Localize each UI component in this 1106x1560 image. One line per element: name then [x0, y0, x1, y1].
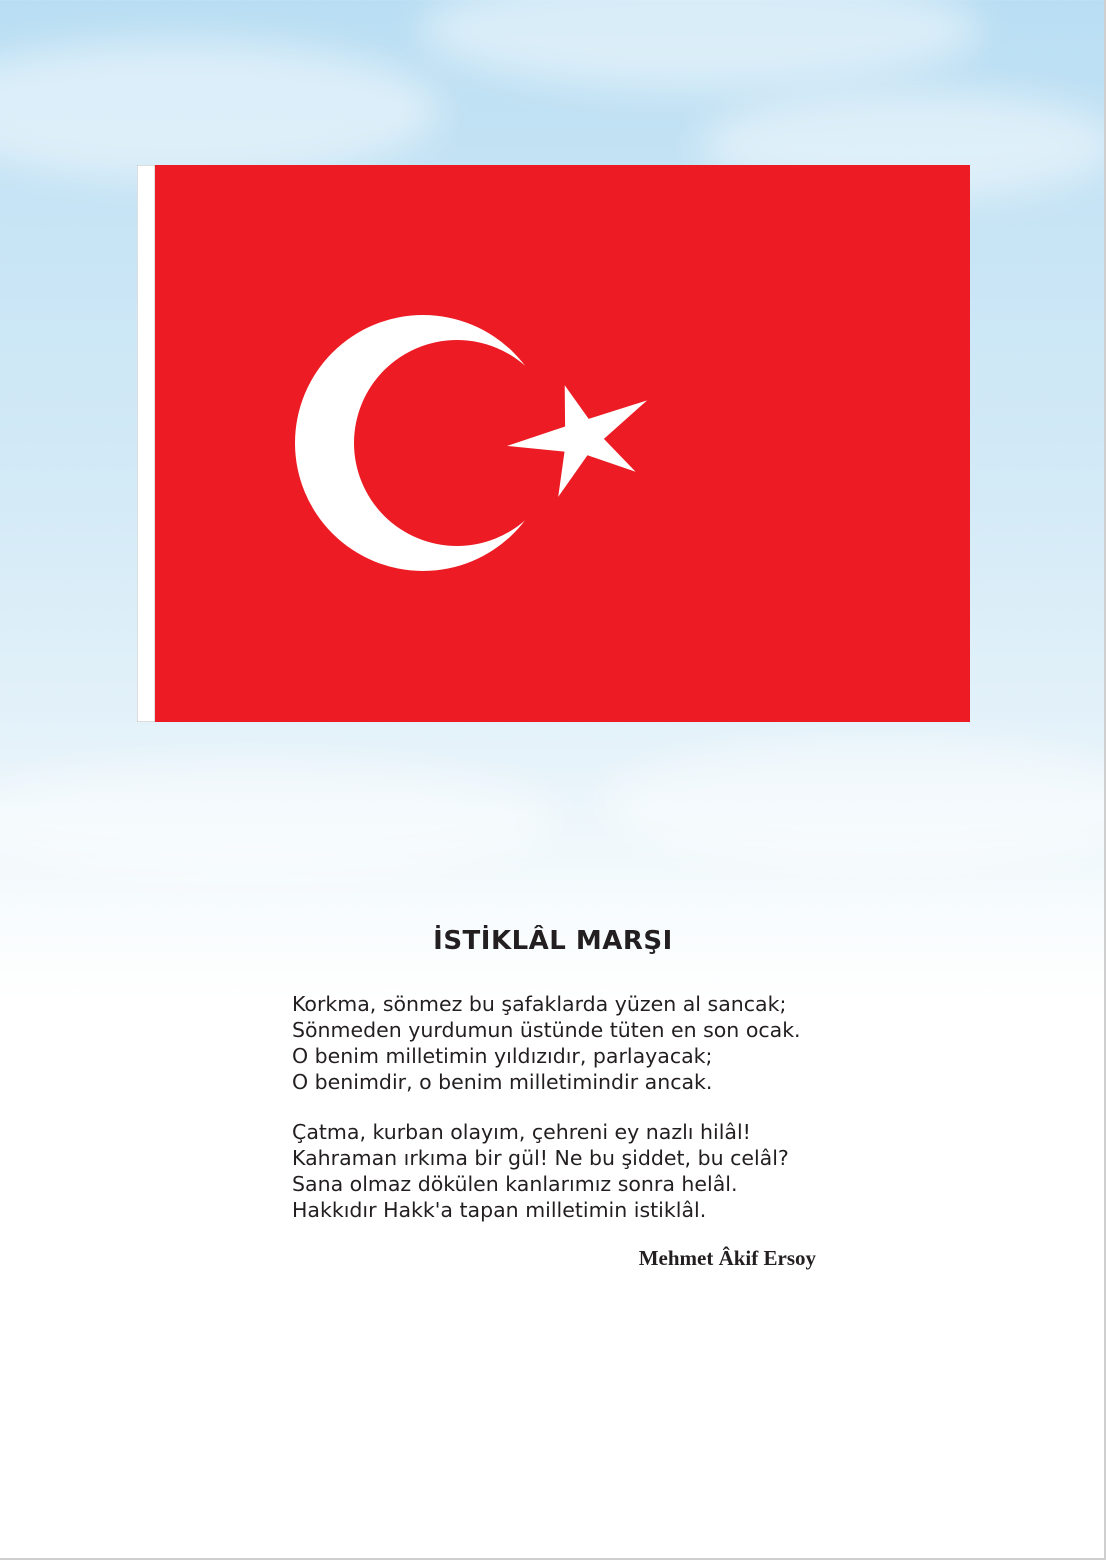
poem-title: İSTİKLÂL MARŞI [433, 926, 673, 956]
poem-line: Sönmeden yurdumun üstünde tüten en son ocak. [292, 1018, 801, 1042]
poem-line: Korkma, sönmez bu şafaklarda yüzen al sancak; [292, 992, 787, 1016]
poem-line: O benim milletimin yıldızıdır, parlayacak; [292, 1044, 713, 1068]
poem-line: Çatma, kurban olayım, çehreni ey nazlı hilâl! [292, 1120, 751, 1144]
poem-stanza-2 [292, 1119, 789, 1223]
poem-line: Sana olmaz dökülen kanlarımız sonra helâl. [292, 1172, 738, 1196]
sky-cloud [420, 0, 980, 90]
sky-cloud [0, 40, 440, 180]
poem-line: O benimdir, o benim milletimindir ancak. [292, 1070, 713, 1094]
sky-cloud [600, 740, 1106, 870]
sky-cloud [0, 760, 560, 880]
poem-line: Hakkıdır Hakk'a tapan milletimin istiklâl. [292, 1198, 707, 1222]
poem-stanza-1 [292, 991, 801, 1095]
poem-author: Mehmet Âkif Ersoy [638, 1246, 816, 1270]
turkish-flag [137, 165, 970, 722]
flag-hoist-strip [137, 165, 155, 722]
poem-line: Kahraman ırkıma bir gül! Ne bu şiddet, bu celâl? [292, 1146, 789, 1170]
